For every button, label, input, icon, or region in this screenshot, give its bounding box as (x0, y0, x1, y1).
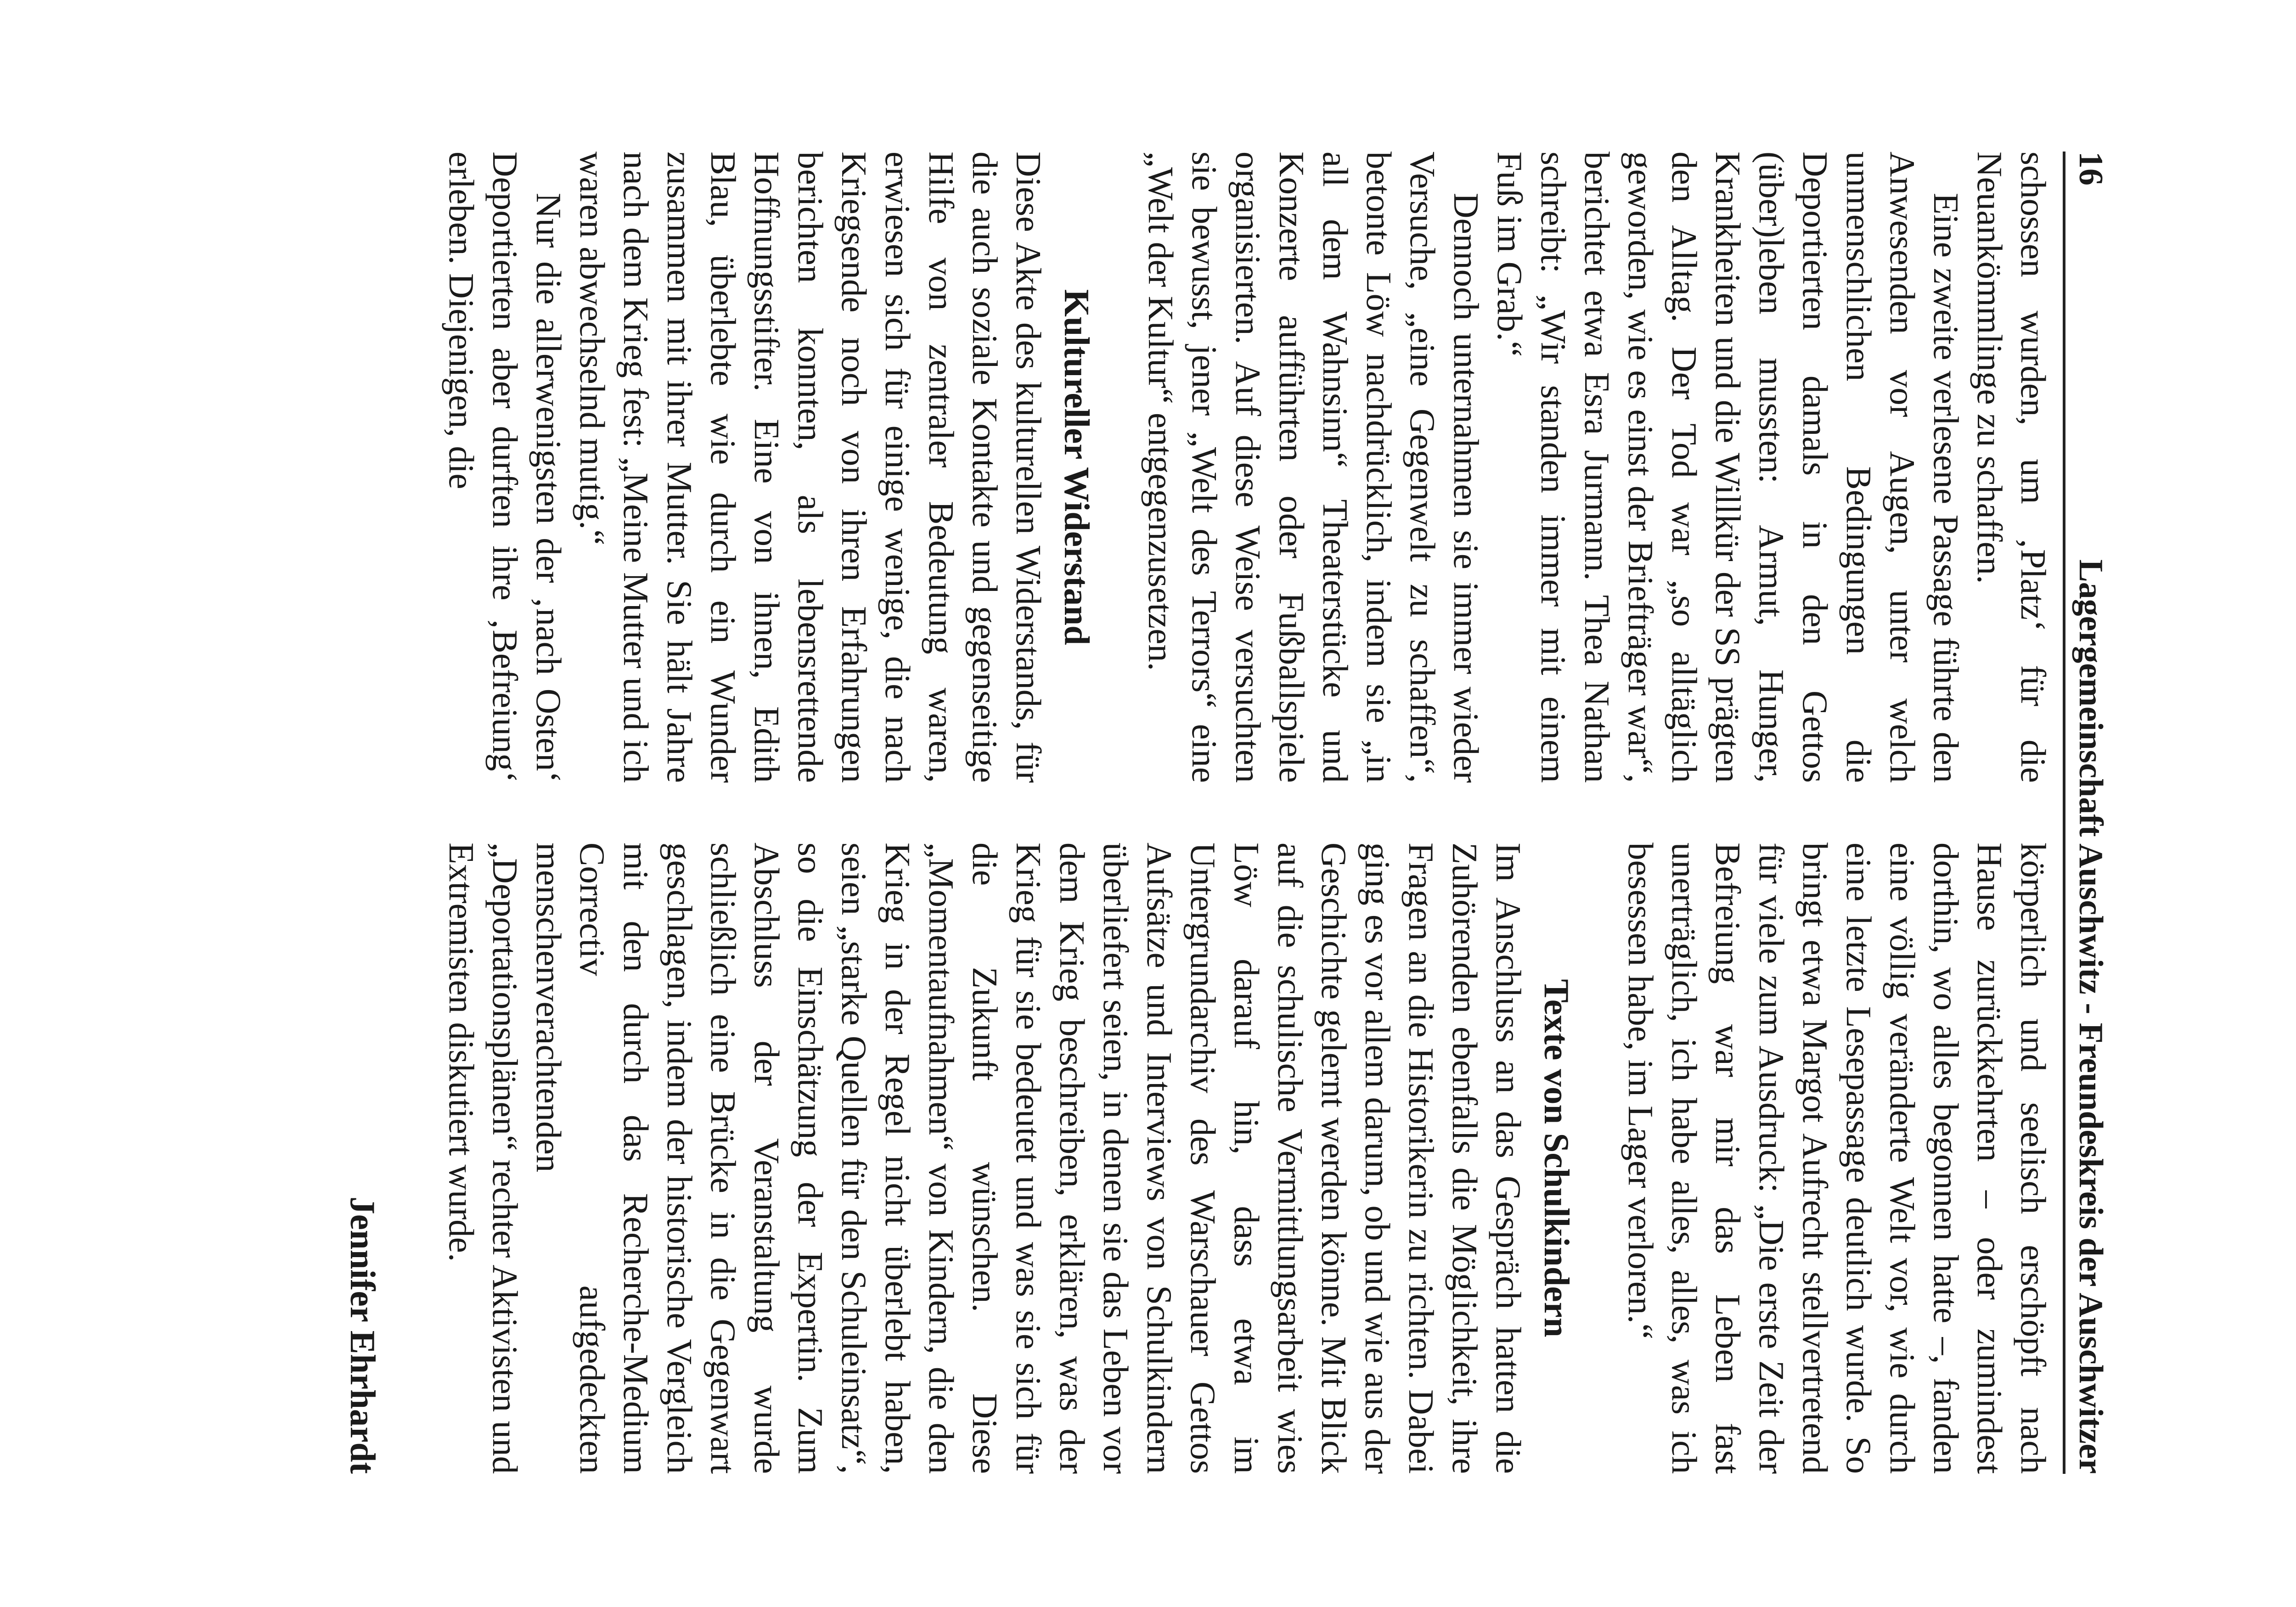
paragraph: Dennoch unternahmen sie immer wieder Versuche, „eine Gegenwelt zu schaffen“, betonte Löw nachdrücklich, indem sie „in all dem Wahnsinn“ Theaterstücke und Konzerte aufführten oder Fußballspiele organisierten. Auf diese Weise versuchten sie bewusst, jener „Welt des Terrors“ eine „Welt der Kultur“ entgegenzusetzen. (1141, 152, 1486, 783)
paragraph: schossen wurden, um ‚Platz‘ für die Neuankömmlinge zu schaffen. (1970, 152, 2053, 783)
paragraph: körperlich und seelisch erschöpft nach Hause zurückkehrten – oder zumindest dorthin, wo alles begonnen hatte –, fanden eine völlig veränderte Welt vor, wie durch eine letzte Lesepassage deutlich wurde. So bringt etwa Margot Aufrecht stellvertretend für viele zum Ausdruck: „Die erste Zeit der Befreiung war mir das Leben fast unerträglich, ich habe alles, alles, was ich besessen habe, im Lager verloren.“ (1621, 843, 2053, 1474)
paragraph: Nur die allerwenigsten der ‚nach Osten‘ Deportierten aber durften ihre ‚Befreiung‘ erleben. Diejenigen, die (442, 152, 568, 783)
section-heading: Kultureller Widerstand (1057, 289, 1097, 646)
paragraph: Diese Akte des kulturellen Widerstands, für die auch soziale Kontakte und gegenseitige Hilfe von zentraler Bedeutung waren, erwiesen sich für einige wenige, die nach Kriegsende noch von ihren Erfahrungen berichten konnten, als lebensrettende Hoffnungsstifter. Eine von ihnen, Edith Blau, überlebte wie durch ein Wunder zusammen mit ihrer Mutter. Sie hält Jahre nach dem Krieg fest: „Meine Mutter und ich waren abwechselnd mutig.“ (573, 152, 1048, 783)
article-column-left (172, 152, 2055, 783)
running-header (2063, 152, 2121, 1474)
section-heading: Texte von Schulkindern (1537, 979, 1576, 1337)
article-column-right (172, 843, 2055, 1474)
author-byline: Jennifer Ehrhardt (343, 1197, 383, 1474)
page-number: 16 (2072, 152, 2110, 185)
paragraph: Im Anschluss an das Gespräch hatten die Zuhörenden ebenfalls die Möglichkeit, ihre Fragen an die Historikerin zu richten. Dabei ging es vor allem darum, ob und wie aus der Geschichte gelernt werden könne. Mit Blick auf die schulische Vermittlungsarbeit wies Löw darauf hin, dass etwa im Untergrundarchiv des Warschauer Gettos Aufsätze und Interviews von Schulkindern überliefert seien, in denen sie das Leben vor dem Krieg beschreiben, erklären, was der Krieg für sie bedeutet und was sie sich für die Zukunft wünschen. Diese „Momentaufnahmen“ von Kindern, die den Krieg in der Regel nicht überlebt haben, seien „starke Quellen für den Schuleinsatz“, so die Einschätzung der Expertin. Zum Abschluss der Veranstaltung wurde schließlich eine Brücke in die Gegenwart geschlagen, indem der historische Vergleich mit den durch das Recherche-Medium Correctiv aufgedeckten menschenverachtenden „Deportationsplänen“ rechter Aktivisten und Extremisten diskutiert wurde. (442, 843, 1528, 1474)
running-header-title: Lagergemeinschaft Auschwitz - Freundeskreis der Auschwitzer (2072, 559, 2110, 1474)
paragraph: Eine zweite verlesene Passage führte den Anwesenden vor Augen, unter welch unmenschlichen Bedingungen die Deportierten damals in den Gettos (über)leben mussten: Armut, Hunger, Krankheiten und die Willkür der SS prägten den Alltag. Der Tod war „so alltäglich geworden, wie es einst der Briefträger war“, berichtet etwa Esra Jurmann. Thea Nathan schreibt: „Wir standen immer mit einem Fuß im Grab.“ (1490, 152, 1966, 783)
